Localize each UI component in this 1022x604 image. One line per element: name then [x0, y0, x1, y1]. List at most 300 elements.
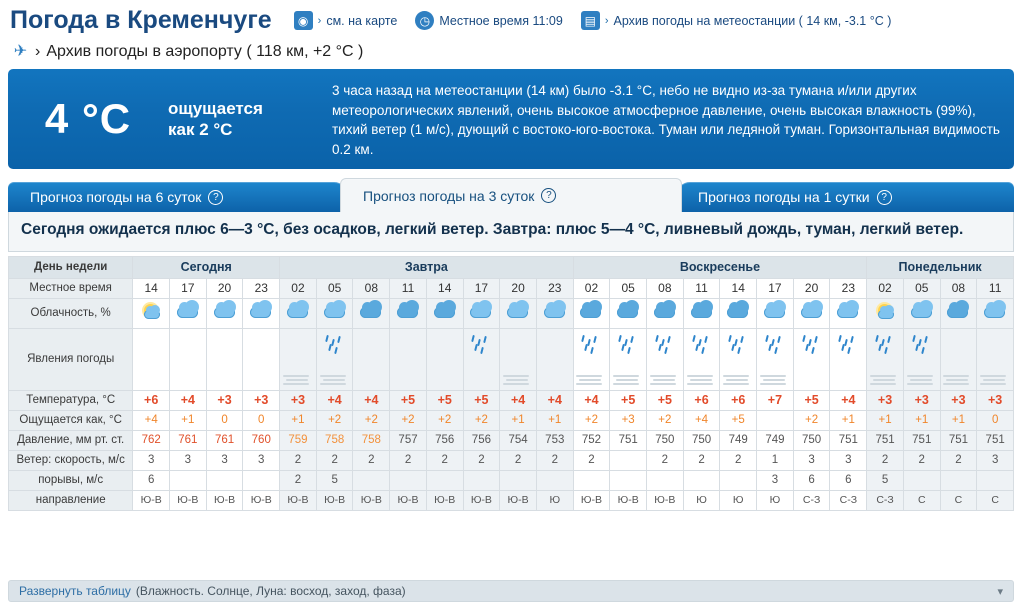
feels-like-cell: +2 [793, 410, 830, 430]
pressure-cell: 760 [243, 430, 280, 450]
pressure-row [9, 430, 1014, 450]
phenomena-cell [647, 328, 684, 390]
hour-cell: 14 [720, 278, 757, 298]
wind-direction-cell: С-З [793, 490, 830, 510]
wind-gust-cell: 6 [793, 470, 830, 490]
temperature-cell: +3 [940, 390, 977, 410]
pressure-cell: 758 [353, 430, 390, 450]
wind-speed-cell: 2 [720, 450, 757, 470]
wind-direction-cell: С [977, 490, 1014, 510]
feels-like-cell: +1 [536, 410, 573, 430]
cloud-icon [878, 310, 894, 319]
wind-direction-cell: Ю-В [353, 490, 390, 510]
pressure-cell: 749 [720, 430, 757, 450]
cloud-icon [727, 307, 748, 318]
fog-icon [943, 374, 973, 386]
feels-like-cell: +2 [426, 410, 463, 430]
page-title: Погода в Кременчуге [10, 6, 272, 34]
cloud-cell [720, 298, 757, 328]
current-conditions-banner [8, 69, 1014, 169]
phenomena-cell [757, 328, 794, 390]
cloud-icon [250, 307, 271, 318]
temperature-cell: +5 [390, 390, 427, 410]
pressure-cell: 762 [133, 430, 170, 450]
wind-gust-cell [170, 470, 207, 490]
row-label-wind-gust: порывы, м/с [9, 470, 133, 490]
feels-like-line1: ощущается [168, 98, 263, 118]
pressure-cell: 750 [793, 430, 830, 450]
cloud-cell [757, 298, 794, 328]
pressure-cell: 751 [830, 430, 867, 450]
wind-gust-cell [500, 470, 537, 490]
cloud-cell [830, 298, 867, 328]
phenomena-cell [390, 328, 427, 390]
temperature-cell: +4 [353, 390, 390, 410]
pressure-cell: 761 [170, 430, 207, 450]
wind-direction-row [9, 490, 1014, 510]
feels-like-cell: +1 [170, 410, 207, 430]
fog-icon [980, 374, 1010, 386]
temperature-cell: +4 [170, 390, 207, 410]
wind-direction-cell: С-З [830, 490, 867, 510]
pressure-cell: 751 [903, 430, 940, 450]
cloud-cell [170, 298, 207, 328]
cloud-cell [243, 298, 280, 328]
phenomena-cell [243, 328, 280, 390]
phenomena-cell [573, 328, 610, 390]
station-archive-label: Архив погоды на метеостанции ( 14 км, -3.1 °C ) [613, 13, 892, 28]
conditions-description: 3 часа назад на метеостанции (14 км) было -3.1 °C, небо не видно из-за тумана и/или других метеорологических явлений, очень высокое атмосферное давление, очень высокая влажность (99%), тихий ветер (1 м/с), дующий с востоко-юго-востока. Туман или ледяной туман. Горизонтальная видимость 0.2 км. [332, 83, 1000, 157]
wind-speed-cell: 2 [867, 450, 904, 470]
forecast-summary: Сегодня ожидается плюс 6—3 °C, без осадков, легкий ветер. Завтра: плюс 5—4 °C, ливневый дождь, туман, легкий ветер. [8, 212, 1014, 252]
wind-direction-cell: Ю-В [573, 490, 610, 510]
cloud-cell [867, 298, 904, 328]
rain-icon [617, 335, 639, 353]
temperature-cell: +6 [133, 390, 170, 410]
phenomena-cell [426, 328, 463, 390]
temperature-cell: +5 [793, 390, 830, 410]
fog-icon [613, 374, 643, 386]
pressure-cell: 761 [206, 430, 243, 450]
hour-cell: 23 [830, 278, 867, 298]
pressure-cell: 751 [610, 430, 647, 450]
temperature-cell: +5 [463, 390, 500, 410]
cloud-cell [683, 298, 720, 328]
phenomena-cell [316, 328, 353, 390]
feels-like-block [168, 69, 318, 169]
cloud-icon [214, 307, 235, 318]
row-label-temperature: Температура, °С [9, 390, 133, 410]
wind-direction-cell: Ю-В [280, 490, 317, 510]
hour-cell: 02 [573, 278, 610, 298]
pressure-cell: 752 [573, 430, 610, 450]
pressure-cell: 759 [280, 430, 317, 450]
hour-cell: 08 [940, 278, 977, 298]
wind-gust-cell [683, 470, 720, 490]
wind-gust-cell [720, 470, 757, 490]
cloud-cell [353, 298, 390, 328]
map-link[interactable] [294, 11, 398, 30]
help-icon[interactable]: ? [208, 190, 223, 205]
wind-gust-cell: 2 [280, 470, 317, 490]
pressure-cell: 758 [316, 430, 353, 450]
wind-speed-cell: 2 [390, 450, 427, 470]
pressure-cell: 756 [426, 430, 463, 450]
wind-direction-cell: Ю-В [390, 490, 427, 510]
cloud-cell [316, 298, 353, 328]
local-time-block [415, 11, 563, 30]
wind-direction-cell: Ю-В [170, 490, 207, 510]
current-temperature: 4 °C [44, 95, 132, 142]
temperature-cell: +5 [647, 390, 684, 410]
cloud-icon [764, 307, 785, 318]
table-header-row [9, 256, 1014, 278]
tab-label: Прогноз погоды на 6 суток [30, 189, 202, 205]
wind-speed-cell: 2 [940, 450, 977, 470]
tab-forecast-6-days[interactable] [8, 182, 348, 212]
temperature-cell: +5 [610, 390, 647, 410]
row-label-clouds: Облачность, % [9, 298, 133, 328]
hour-cell: 17 [757, 278, 794, 298]
hour-cell: 11 [683, 278, 720, 298]
airport-archive-link[interactable] [10, 42, 1012, 61]
feels-like-cell: +1 [280, 410, 317, 430]
feels-like-line2: как 2 °C [168, 120, 233, 139]
row-label-phenomena: Явления погоды [9, 328, 133, 390]
feels-like-cell: +2 [390, 410, 427, 430]
fog-icon [283, 374, 313, 386]
cloud-icon [177, 307, 198, 318]
phenomena-cell [536, 328, 573, 390]
phenomena-cell [500, 328, 537, 390]
wind-direction-cell: Ю-В [316, 490, 353, 510]
fog-icon [907, 374, 937, 386]
wind-speed-cell: 2 [426, 450, 463, 470]
feels-like-cell: +1 [940, 410, 977, 430]
wind-speed-cell: 2 [903, 450, 940, 470]
pressure-cell: 751 [867, 430, 904, 450]
phenomena-cell [940, 328, 977, 390]
hour-cell: 11 [390, 278, 427, 298]
wind-gust-cell [647, 470, 684, 490]
wind-gust-cell [903, 470, 940, 490]
expand-table-hint: (Влажность. Солнце, Луна: восход, заход, фаза) [135, 584, 406, 598]
wind-speed-cell: 3 [793, 450, 830, 470]
hour-cell: 20 [500, 278, 537, 298]
phenomena-cell [867, 328, 904, 390]
wind-direction-cell: Ю-В [500, 490, 537, 510]
cloud-icon [507, 307, 528, 318]
feels-like-cell: +4 [133, 410, 170, 430]
clouds-row [9, 298, 1014, 328]
phenomena-cell [830, 328, 867, 390]
cloud-cell [390, 298, 427, 328]
wind-speed-cell: 2 [536, 450, 573, 470]
link-arrow-icon: › [604, 14, 609, 27]
phenomena-cell [353, 328, 390, 390]
pressure-cell: 756 [463, 430, 500, 450]
wind-direction-cell: Ю-В [610, 490, 647, 510]
rain-icon [727, 335, 749, 353]
wind-gust-cell [206, 470, 243, 490]
temperature-cell: +7 [757, 390, 794, 410]
cloud-cell [133, 298, 170, 328]
pressure-cell: 751 [940, 430, 977, 450]
wind-direction-cell: Ю [536, 490, 573, 510]
wind-direction-cell: Ю-В [647, 490, 684, 510]
link-arrow-icon: › [317, 14, 322, 27]
phenomena-cell [133, 328, 170, 390]
wind-gust-cell: 5 [316, 470, 353, 490]
hour-cell: 05 [903, 278, 940, 298]
phenomena-cell [720, 328, 757, 390]
pressure-cell: 749 [757, 430, 794, 450]
day-header-4: Понедельник [867, 256, 1014, 278]
phenomena-cell [610, 328, 647, 390]
hour-cell: 14 [133, 278, 170, 298]
wind-direction-cell: С-З [867, 490, 904, 510]
title-row [10, 6, 1012, 35]
fog-icon [320, 374, 350, 386]
row-label-weekday: День недели [9, 256, 133, 278]
rain-icon [654, 335, 676, 353]
wind-gust-cell: 6 [830, 470, 867, 490]
temperature-cell: +5 [426, 390, 463, 410]
cloud-cell [463, 298, 500, 328]
cloud-icon [144, 310, 160, 319]
hour-cell: 17 [170, 278, 207, 298]
help-icon[interactable]: ? [541, 188, 556, 203]
rain-icon [874, 335, 896, 353]
cloud-cell [793, 298, 830, 328]
pressure-cell: 751 [977, 430, 1014, 450]
wind-speed-cell: 3 [206, 450, 243, 470]
rain-icon [691, 335, 713, 353]
wind-speed-cell: 2 [316, 450, 353, 470]
hour-cell: 23 [243, 278, 280, 298]
feels-like-cell: +1 [830, 410, 867, 430]
wind-gust-cell [426, 470, 463, 490]
temperature-row [9, 390, 1014, 410]
hour-cell: 02 [867, 278, 904, 298]
fog-icon [760, 374, 790, 386]
expand-table-label[interactable]: Развернуть таблицу [19, 584, 131, 598]
tab-forecast-1-day[interactable] [676, 182, 1014, 212]
phenomena-cell [206, 328, 243, 390]
wind-speed-cell: 3 [133, 450, 170, 470]
rain-icon [764, 335, 786, 353]
hour-cell: 20 [206, 278, 243, 298]
hour-cell: 08 [647, 278, 684, 298]
temperature-cell: +3 [280, 390, 317, 410]
wind-speed-cell: 2 [353, 450, 390, 470]
wind-speed-cell: 2 [647, 450, 684, 470]
row-label-local-time: Местное время [9, 278, 133, 298]
cloud-icon [837, 307, 858, 318]
wind-speed-cell: 2 [683, 450, 720, 470]
temperature-cell: +3 [977, 390, 1014, 410]
map-pin-icon: ◉ [294, 11, 313, 30]
feels-like-cell: +2 [647, 410, 684, 430]
airport-archive-label: Архив погоды в аэропорту ( 118 км, +2 °C ) [46, 42, 364, 60]
tab-label: Прогноз погоды на 3 суток [363, 187, 535, 204]
hour-cell: 08 [353, 278, 390, 298]
fog-icon [503, 374, 533, 386]
wind-direction-cell: Ю-В [243, 490, 280, 510]
pressure-cell: 750 [683, 430, 720, 450]
wind-gust-cell [573, 470, 610, 490]
wind-speed-cell: 1 [757, 450, 794, 470]
phenomena-cell [463, 328, 500, 390]
hour-cell: 05 [316, 278, 353, 298]
day-header-1: Сегодня [133, 256, 280, 278]
temperature-cell: +4 [536, 390, 573, 410]
feels-like-cell: +5 [720, 410, 757, 430]
wind-gust-cell [243, 470, 280, 490]
forecast-table-wrap [8, 256, 1014, 511]
feels-like-cell: +3 [610, 410, 647, 430]
cloud-icon [617, 307, 638, 318]
temperature-cell: +4 [830, 390, 867, 410]
cloud-cell [426, 298, 463, 328]
cloud-icon [544, 307, 565, 318]
wind-speed-cell: 3 [170, 450, 207, 470]
cloud-icon [360, 307, 381, 318]
rain-icon [580, 335, 602, 353]
day-header-2: Завтра [280, 256, 574, 278]
tab-label: Прогноз погоды на 1 сутки [698, 189, 870, 205]
feels-like-cell: 0 [243, 410, 280, 430]
hour-cell: 23 [536, 278, 573, 298]
cloud-icon [801, 307, 822, 318]
wind-direction-cell: С [903, 490, 940, 510]
hour-cell: 14 [426, 278, 463, 298]
wind-speed-cell: 2 [463, 450, 500, 470]
wind-gust-cell: 6 [133, 470, 170, 490]
wind-direction-cell: Ю-В [463, 490, 500, 510]
forecast-tabs [8, 178, 1014, 212]
hour-cell: 11 [977, 278, 1014, 298]
cloud-cell [573, 298, 610, 328]
temperature-cell: +3 [243, 390, 280, 410]
hour-cell: 17 [463, 278, 500, 298]
archive-icon: ▤ [581, 11, 600, 30]
cloud-icon [580, 307, 601, 318]
wind-gust-cell [977, 470, 1014, 490]
fog-icon [687, 374, 717, 386]
hour-cell: 20 [793, 278, 830, 298]
feels-like-cell: 0 [977, 410, 1014, 430]
feels-like-row [9, 410, 1014, 430]
feels-like-cell [757, 410, 794, 430]
expand-table-bar[interactable] [8, 580, 1014, 602]
feels-like-cell: +1 [867, 410, 904, 430]
cloud-cell [977, 298, 1014, 328]
wind-gust-cell [940, 470, 977, 490]
cloud-cell [903, 298, 940, 328]
rain-icon [324, 335, 346, 353]
cloud-icon [397, 307, 418, 318]
wind-gust-row [9, 470, 1014, 490]
phenomena-cell [977, 328, 1014, 390]
wind-speed-row [9, 450, 1014, 470]
wind-direction-cell: Ю-В [133, 490, 170, 510]
wind-gust-cell: 5 [867, 470, 904, 490]
temperature-cell: +3 [206, 390, 243, 410]
cloud-cell [280, 298, 317, 328]
cloud-cell [500, 298, 537, 328]
cloud-icon [911, 307, 932, 318]
cloud-icon [691, 307, 712, 318]
row-label-wind-speed: Ветер: скорость, м/с [9, 450, 133, 470]
page-header [0, 0, 1022, 61]
link-arrow-icon: › [35, 42, 41, 60]
phenomena-cell [170, 328, 207, 390]
wind-speed-cell: 2 [573, 450, 610, 470]
temperature-cell: +3 [903, 390, 940, 410]
station-archive-link[interactable] [581, 11, 892, 30]
fog-icon [723, 374, 753, 386]
feels-like-cell: +1 [500, 410, 537, 430]
pressure-cell: 750 [647, 430, 684, 450]
rain-icon [837, 335, 859, 353]
wind-direction-cell: С [940, 490, 977, 510]
wind-gust-cell [536, 470, 573, 490]
temperature-cell: +4 [500, 390, 537, 410]
cloud-icon [324, 307, 345, 318]
cloud-icon [947, 307, 968, 318]
pressure-cell: 754 [500, 430, 537, 450]
local-time-row [9, 278, 1014, 298]
wind-gust-cell: 3 [757, 470, 794, 490]
temperature-cell: +6 [683, 390, 720, 410]
wind-gust-cell [463, 470, 500, 490]
wind-gust-cell [353, 470, 390, 490]
tab-forecast-3-days[interactable] [340, 178, 682, 212]
feels-like-cell: +4 [683, 410, 720, 430]
phenomena-cell [903, 328, 940, 390]
cloud-icon [434, 307, 455, 318]
wind-gust-cell [390, 470, 427, 490]
map-link-label: см. на карте [326, 13, 398, 28]
rain-icon [470, 335, 492, 353]
fog-icon [870, 374, 900, 386]
fog-icon [576, 374, 606, 386]
wind-direction-cell: Ю [720, 490, 757, 510]
hour-cell: 05 [610, 278, 647, 298]
feels-like-cell: +2 [573, 410, 610, 430]
feels-like-cell: +2 [463, 410, 500, 430]
row-label-feels-like: Ощущается как, °С [9, 410, 133, 430]
local-time-label: Местное время 11:09 [439, 13, 563, 28]
cloud-icon [654, 307, 675, 318]
plane-icon: ✈ [13, 42, 28, 60]
wind-gust-cell [610, 470, 647, 490]
wind-speed-cell: 3 [830, 450, 867, 470]
cloud-cell [940, 298, 977, 328]
wind-speed-cell [610, 450, 647, 470]
cloud-cell [536, 298, 573, 328]
chevron-down-icon[interactable]: ▾ [997, 585, 1003, 598]
row-label-pressure: Давление, мм рт. ст. [9, 430, 133, 450]
phenomena-row [9, 328, 1014, 390]
temperature-cell: +4 [316, 390, 353, 410]
help-icon[interactable]: ? [877, 190, 892, 205]
forecast-table [8, 256, 1014, 511]
wind-direction-cell: Ю-В [206, 490, 243, 510]
feels-like-cell: +2 [316, 410, 353, 430]
wind-direction-cell: Ю [683, 490, 720, 510]
